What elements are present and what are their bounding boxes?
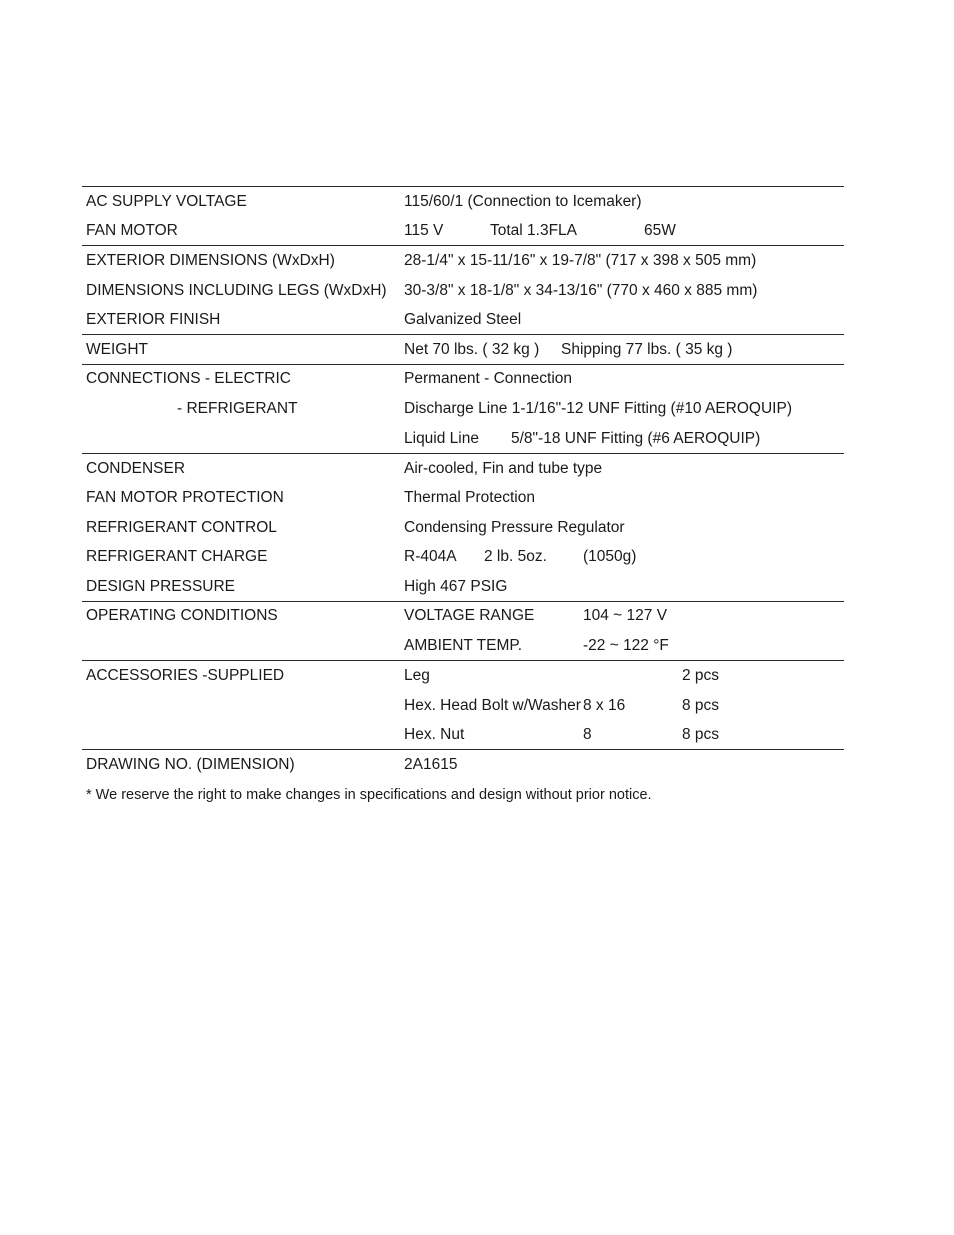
accessory-qty: 2 pcs — [682, 667, 720, 684]
dimensions-with-legs-label: DIMENSIONS INCLUDING LEGS (WxDxH) — [86, 282, 387, 299]
accessories-label: ACCESSORIES -SUPPLIED — [86, 667, 285, 684]
accessory-qty: 8 pcs — [682, 697, 720, 714]
section-rule — [82, 364, 844, 365]
accessory-size: 8 x 16 — [583, 697, 626, 714]
design-pressure-value: High 467 PSIG — [404, 578, 508, 595]
fan-motor-label: FAN MOTOR — [86, 222, 178, 239]
fan-motor-voltage: 115 V — [404, 222, 444, 239]
section-rule — [82, 601, 844, 602]
connections-refrigerant-label: - REFRIGERANT — [177, 400, 298, 417]
section-rule — [82, 660, 844, 661]
weight-net: Net 70 lbs. ( 32 kg ) — [404, 341, 540, 358]
liquid-line-value: 5/8"-18 UNF Fitting (#6 AEROQUIP) — [511, 430, 761, 447]
ambient-temp-value: -22 ~ 122 °F — [583, 637, 669, 654]
drawing-no-value: 2A1615 — [404, 756, 458, 773]
discharge-line-value: Discharge Line 1-1/16"-12 UNF Fitting (#10 AEROQUIP) — [404, 400, 792, 417]
refrigerant-grams: (1050g) — [583, 548, 637, 565]
exterior-dimensions-value: 28-1/4" x 15-11/16" x 19-7/8" (717 x 398 x 505 mm) — [404, 252, 757, 269]
fan-motor-power: 65W — [644, 222, 676, 239]
table-top-rule — [82, 186, 844, 187]
ac-supply-voltage-label: AC SUPPLY VOLTAGE — [86, 193, 247, 210]
voltage-range-label: VOLTAGE RANGE — [404, 607, 535, 624]
dimensions-with-legs-value: 30-3/8" x 18-1/8" x 34-13/16" (770 x 460 x 885 mm) — [404, 282, 758, 299]
accessory-qty: 8 pcs — [682, 726, 720, 743]
ambient-temp-label: AMBIENT TEMP. — [404, 637, 523, 654]
exterior-finish-label: EXTERIOR FINISH — [86, 311, 221, 328]
accessory-name: Hex. Head Bolt w/Washer — [404, 697, 581, 714]
section-rule — [82, 453, 844, 454]
refrigerant-charge-label: REFRIGERANT CHARGE — [86, 548, 268, 565]
condenser-label: CONDENSER — [86, 460, 186, 477]
section-rule — [82, 334, 844, 335]
operating-conditions-label: OPERATING CONDITIONS — [86, 607, 278, 624]
voltage-range-value: 104 ~ 127 V — [583, 607, 668, 624]
fan-motor-current: Total 1.3FLA — [490, 222, 578, 239]
ac-supply-voltage-value: 115/60/1 (Connection to Icemaker) — [404, 193, 642, 210]
liquid-line-label: Liquid Line — [404, 430, 479, 447]
section-rule — [82, 749, 844, 750]
refrigerant-type: R-404A — [404, 548, 457, 565]
connections-electric-label: CONNECTIONS - ELECTRIC — [86, 370, 291, 387]
section-rule — [82, 245, 844, 246]
footnote: * We reserve the right to make changes in specifications and design without prior notice. — [86, 787, 652, 803]
refrigerant-amount: 2 lb. 5oz. — [484, 548, 547, 565]
fan-motor-protection-label: FAN MOTOR PROTECTION — [86, 489, 284, 506]
refrigerant-control-value: Condensing Pressure Regulator — [404, 519, 625, 536]
accessory-name: Leg — [404, 667, 430, 684]
accessory-name: Hex. Nut — [404, 726, 465, 743]
design-pressure-label: DESIGN PRESSURE — [86, 578, 236, 595]
weight-shipping: Shipping 77 lbs. ( 35 kg ) — [561, 341, 733, 358]
fan-motor-protection-value: Thermal Protection — [404, 489, 535, 506]
connections-electric-value: Permanent - Connection — [404, 370, 573, 387]
weight-label: WEIGHT — [86, 341, 148, 358]
exterior-finish-value: Galvanized Steel — [404, 311, 522, 328]
condenser-value: Air-cooled, Fin and tube type — [404, 460, 603, 477]
refrigerant-control-label: REFRIGERANT CONTROL — [86, 519, 277, 536]
exterior-dimensions-label: EXTERIOR DIMENSIONS (WxDxH) — [86, 252, 335, 269]
drawing-no-label: DRAWING NO. (DIMENSION) — [86, 756, 295, 773]
accessory-size: 8 — [583, 726, 592, 743]
